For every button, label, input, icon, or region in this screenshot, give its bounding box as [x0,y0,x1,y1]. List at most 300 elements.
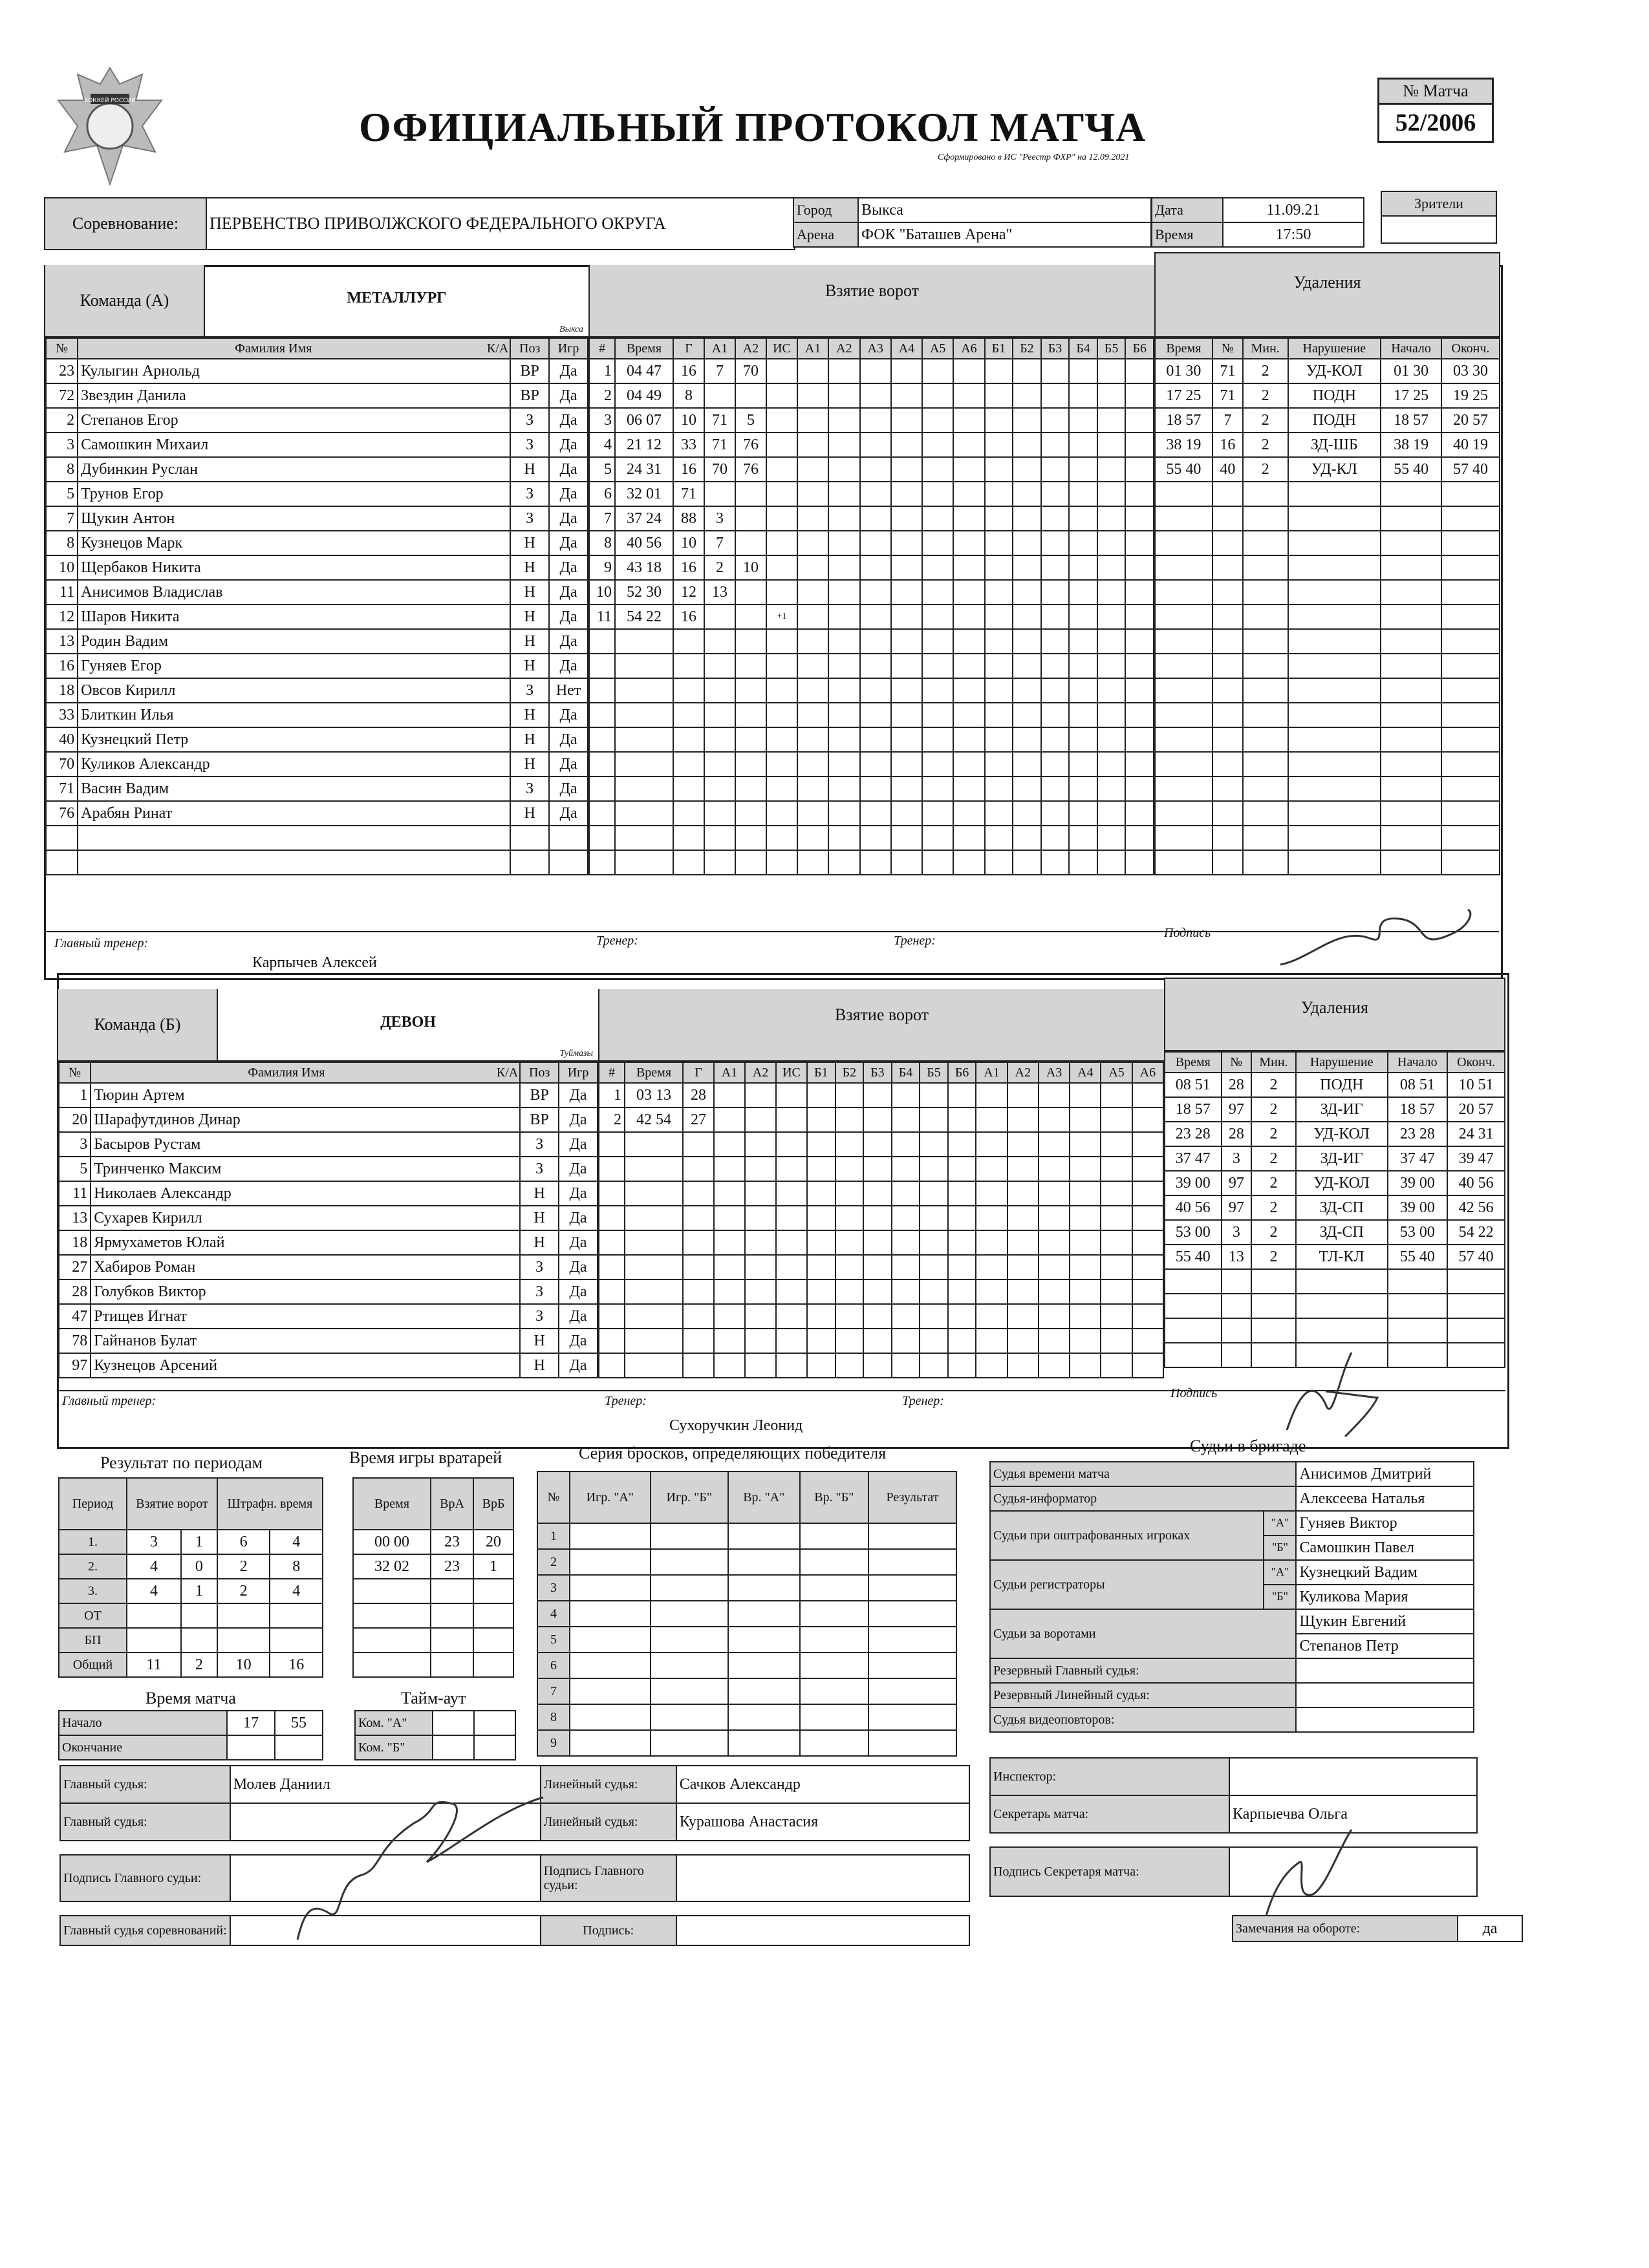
goal-assist1 [704,850,735,875]
player-number: 72 [46,383,78,408]
goal-situation [766,629,797,654]
on-ice-cell [863,1230,892,1255]
goal-scorer: 88 [673,506,704,531]
goal-scorer [673,654,704,678]
match-end-h [227,1735,275,1760]
goal-assist1 [704,383,735,408]
goal-scorer [673,801,704,826]
on-ice-cell [1097,383,1126,408]
penalty-start [1388,1294,1448,1318]
goal-number [589,629,615,654]
on-ice-cell [1008,1279,1039,1304]
shootout-row [537,1678,956,1704]
on-ice-cell [1013,654,1041,678]
on-ice-cell [953,850,984,875]
penalty-end: 40 56 [1447,1171,1505,1195]
penalty-minutes: 2 [1243,433,1288,457]
penalty-end: 20 57 [1441,408,1500,433]
goal-number [599,1329,625,1353]
penalty-row [1165,1269,1505,1294]
penalty-player [1212,826,1243,850]
player-name-cell [78,678,510,703]
on-ice-cell [920,1304,948,1329]
on-ice-cell [860,703,891,727]
penalty-row [1165,1171,1505,1195]
goal-row [589,555,1154,580]
on-ice-cell [922,727,953,752]
on-ice-cell [828,604,859,629]
b-pen-col-end: Оконч. [1447,1052,1505,1073]
player-position: Н [510,604,549,629]
goal-row [599,1304,1163,1329]
player-position: З [520,1304,559,1329]
penalty-player [1212,629,1243,654]
shootout-cell [728,1549,800,1575]
player-position: З [520,1279,559,1304]
player-name: Кузнецов Арсений [94,1356,218,1374]
player-position: Н [510,752,549,776]
goal-assist2 [735,752,766,776]
player-row [46,752,588,776]
recorder-tag-a: "А" [1264,1560,1296,1585]
b-col-name-label: Фамилия Имя [248,1065,325,1080]
goal-row [589,727,1154,752]
on-ice-cell [1013,433,1041,457]
shootout-cell [868,1653,956,1678]
goal-assist1 [714,1353,745,1378]
on-ice-cell [860,482,891,506]
on-ice-cell [891,727,922,752]
period-pim-a: 2 [217,1579,270,1603]
team-b-goals [598,989,1164,1378]
shootout-cell [800,1523,868,1549]
goal-judge-1: Щукин Евгений [1296,1609,1474,1634]
penalty-end: 42 56 [1447,1195,1505,1220]
on-ice-cell [976,1230,1007,1255]
goal-scorer: 12 [673,580,704,604]
player-name-cell [78,801,510,826]
player-name-cell [91,1255,520,1279]
goal-assist2 [735,776,766,801]
on-ice-cell [828,850,859,875]
goal-situation [766,752,797,776]
goal-situation [766,457,797,482]
goal-situation [766,433,797,457]
on-ice-cell [1125,850,1154,875]
goal-assist1: 70 [704,457,735,482]
penalty-end [1447,1269,1505,1294]
on-ice-cell [1125,359,1154,383]
player-name: Трунов Егор [81,485,164,502]
goal-row [599,1255,1163,1279]
on-ice-cell [891,752,922,776]
penalty-start [1381,703,1441,727]
on-ice-cell [891,703,922,727]
on-ice-cell [807,1107,835,1132]
penalty-minutes [1243,678,1288,703]
shootout-title: Серия бросков, определяющих победителя [579,1444,887,1462]
goal-assist1: 3 [704,506,735,531]
penalty-time: 55 40 [1155,457,1212,482]
goal-time [625,1329,683,1353]
goalie-a [431,1579,473,1603]
penalty-end: 20 57 [1447,1097,1505,1122]
on-ice-cell [1013,727,1041,752]
on-ice-cell [860,629,891,654]
svg-text:ХОККЕЙ РОССИИ: ХОККЕЙ РОССИИ [84,98,136,104]
so-h-ga: Вр. "А" [728,1471,800,1523]
shootout-cell [800,1704,868,1730]
player-name-cell [78,408,510,433]
penalty-minutes [1243,776,1288,801]
period-goals-a: 4 [127,1579,181,1603]
goal-time [625,1279,683,1304]
on-ice-cell [948,1329,976,1353]
goal-number: 11 [589,604,615,629]
shootout-row [537,1549,956,1575]
on-ice-cell [860,555,891,580]
on-ice-cell [948,1206,976,1230]
on-ice-cell [1041,580,1070,604]
on-ice-cell [985,801,1013,826]
penalty-violation: ПОДН [1288,408,1381,433]
goal-assist2 [735,482,766,506]
goal-scorer: 10 [673,531,704,555]
player-number: 47 [59,1304,91,1329]
goal-assist2 [735,506,766,531]
goal-time [615,801,673,826]
on-ice-cell [1101,1083,1132,1107]
period-goals-b: 0 [181,1554,217,1579]
penalty-minutes: 2 [1251,1195,1296,1220]
so-h-pb: Игр. "Б" [651,1471,728,1523]
penalty-end [1441,752,1500,776]
on-ice-cell [1008,1304,1039,1329]
on-ice-cell [835,1107,864,1132]
penalty-minutes: 2 [1251,1097,1296,1122]
on-ice-cell [1125,752,1154,776]
goal-row [589,850,1154,875]
goal-time: 21 12 [615,433,673,457]
so-h-res: Результат [868,1471,956,1523]
goal-assist2 [735,826,766,850]
shootout-row [537,1627,956,1653]
on-ice-cell [891,604,922,629]
period-goals-b [181,1628,217,1653]
on-ice-cell [892,1329,920,1353]
penalty-minutes [1243,654,1288,678]
b-col-no: № [59,1062,91,1083]
player-played: Да [549,531,588,555]
player-name-cell [91,1157,520,1181]
player-position: З [510,506,549,531]
on-ice-cell [1125,654,1154,678]
penalty-minutes [1243,850,1288,875]
goalie-row [353,1603,513,1628]
time: 17:50 [1223,222,1364,247]
penalty-time [1165,1318,1222,1343]
penalty-start [1381,776,1441,801]
on-ice-cell [1070,1255,1101,1279]
penalty-end [1441,604,1500,629]
on-ice-cell [1013,752,1041,776]
shootout-cell [651,1678,728,1704]
on-ice-cell [1008,1230,1039,1255]
shootout-row [537,1575,956,1601]
player-played: Да [559,1157,598,1181]
player-played: Да [549,752,588,776]
goal-number: 2 [589,383,615,408]
on-ice-cell [1125,703,1154,727]
video [1296,1707,1474,1732]
on-ice-cell [807,1255,835,1279]
on-ice-cell [985,629,1013,654]
penalty-time: 39 00 [1165,1171,1222,1195]
penalty-time: 53 00 [1165,1220,1222,1245]
goalie-b [473,1628,513,1653]
on-ice-cell [1097,457,1126,482]
on-ice-cell [1101,1353,1132,1378]
player-played: Да [549,383,588,408]
goal-col-g_is: ИС [776,1062,807,1083]
on-ice-cell [948,1304,976,1329]
goal-number: 1 [599,1083,625,1107]
on-ice-cell [985,433,1013,457]
player-number: 78 [59,1329,91,1353]
secretary: Карпыечва Ольга [1229,1795,1477,1833]
penalty-violation [1288,850,1381,875]
goal-scorer [683,1157,714,1181]
player-played: Нет [549,678,588,703]
goal-assist1: 71 [704,408,735,433]
goal-assist2 [735,703,766,727]
goal-assist1: 71 [704,433,735,457]
goal-time [625,1304,683,1329]
goal-judges-label: Судьи за воротами [990,1609,1296,1658]
team-a-head-coach-label: Главный тренер: [54,936,149,950]
goal-judge-2: Степанов Петр [1296,1634,1474,1658]
goal-situation: +1 [766,604,797,629]
goal-number [599,1230,625,1255]
on-ice-cell [1069,383,1097,408]
team-b-penalties-table [1164,1051,1505,1368]
col-ka-label: К/А [486,341,509,356]
goalie-a: 23 [431,1554,473,1579]
player-position: З [510,482,549,506]
goal-row [589,359,1154,383]
penalty-time [1155,752,1212,776]
g-h-a: ВрА [431,1478,473,1530]
chief-label: Главный судья соревнований: [60,1916,230,1945]
penalty-row [1165,1146,1505,1171]
player-number: 5 [59,1157,91,1181]
goal-assist2: 10 [735,555,766,580]
on-ice-cell [1069,801,1097,826]
on-ice-cell [985,580,1013,604]
penalty-player [1212,752,1243,776]
player-row [46,433,588,457]
on-ice-cell [1041,531,1070,555]
on-ice-cell [797,703,828,727]
player-position: З [510,776,549,801]
on-ice-cell [891,629,922,654]
goal-scorer [673,727,704,752]
info-spectators [1381,191,1497,244]
on-ice-col: А5 [1101,1062,1132,1083]
penalty-row [1155,482,1500,506]
on-ice-cell [1125,555,1154,580]
penalty-time: 08 51 [1165,1073,1222,1097]
on-ice-cell [797,678,828,703]
player-name-cell [91,1329,520,1353]
informer-label: Судья-информатор [990,1486,1296,1511]
goal-row [589,433,1154,457]
on-ice-cell [1013,531,1041,555]
player-row [59,1083,598,1107]
team-a-roster [45,265,588,875]
on-ice-cell [860,654,891,678]
on-ice-cell [860,580,891,604]
on-ice-cell [976,1353,1007,1378]
on-ice-cell [892,1181,920,1206]
on-ice-cell [1125,531,1154,555]
goal-number: 5 [589,457,615,482]
shootout-cell [728,1704,800,1730]
shootout-cell [651,1653,728,1678]
on-ice-cell [1097,629,1126,654]
on-ice-col: А1 [976,1062,1007,1083]
penalty-end [1441,850,1500,875]
penalty-end: 57 40 [1447,1245,1505,1269]
goal-assist1 [714,1181,745,1206]
penalty-minutes: 2 [1251,1245,1296,1269]
remarks-table [1232,1915,1523,1942]
penalty-minutes [1243,752,1288,776]
penalty-end [1441,482,1500,506]
on-ice-cell [797,801,828,826]
player-position: Н [510,654,549,678]
on-ice-cell [1069,408,1097,433]
player-number: 97 [59,1353,91,1378]
on-ice-cell [1070,1353,1101,1378]
penalty-player: 28 [1222,1122,1252,1146]
penalty-violation [1288,654,1381,678]
period-label: ОТ [59,1603,127,1628]
goal-situation [776,1353,807,1378]
on-ice-cell [1097,752,1126,776]
on-ice-cell [1125,433,1154,457]
penalty-time [1165,1294,1222,1318]
penalty-time [1155,727,1212,752]
on-ice-cell [976,1132,1007,1157]
match-start-h: 17 [227,1711,275,1735]
penalty-violation [1288,580,1381,604]
info-date [1151,197,1364,248]
player-played: Да [549,776,588,801]
on-ice-cell [1041,629,1070,654]
shootout-cell [868,1575,956,1601]
on-ice-cell [1013,604,1041,629]
penalty-player [1222,1294,1252,1318]
goal-time: 04 49 [615,383,673,408]
player-position: Н [510,555,549,580]
on-ice-cell [1097,604,1126,629]
penalty-time [1155,580,1212,604]
player-row [59,1206,598,1230]
on-ice-cell [922,604,953,629]
penalty-row [1155,654,1500,678]
player-name: Кузнецов Марк [81,534,183,551]
page-title: ОФИЦИАЛЬНЫЙ ПРОТОКОЛ МАТЧА [359,104,1147,150]
goal-number: 1 [589,359,615,383]
goal-assist2 [745,1157,776,1181]
period-pim-b [270,1603,323,1628]
penalty-violation: УД-КЛ [1288,457,1381,482]
penalty-row [1155,457,1500,482]
penalty-player [1212,482,1243,506]
penalty-row [1155,604,1500,629]
penalty-end: 10 51 [1447,1073,1505,1097]
period-pim-b: 8 [270,1554,323,1579]
goal-assist2 [745,1206,776,1230]
on-ice-cell [1013,506,1041,531]
player-row [46,408,588,433]
on-ice-cell [1041,359,1070,383]
penalty-end [1441,506,1500,531]
on-ice-cell [1097,776,1126,801]
penalty-start: 23 28 [1388,1122,1448,1146]
h-pim: Штрафн. время [217,1478,323,1530]
on-ice-cell [860,801,891,826]
shootout-number: 2 [537,1549,570,1575]
on-ice-cell [1070,1181,1101,1206]
on-ice-cell [985,604,1013,629]
goal-number: 7 [589,506,615,531]
on-ice-cell [1132,1255,1163,1279]
penalty-start [1381,678,1441,703]
goal-situation [776,1181,807,1206]
player-name-cell [91,1230,520,1255]
goal-col-g_a1: А1 [704,338,735,359]
goal-row [599,1230,1163,1255]
on-ice-cell [1097,678,1126,703]
on-ice-cell [1069,555,1097,580]
player-row [59,1279,598,1304]
on-ice-cell [922,654,953,678]
goal-situation [766,555,797,580]
goal-situation [766,654,797,678]
info-place [793,197,1152,248]
goal-row [599,1107,1163,1132]
recorders-label: Судьи регистраторы [990,1560,1264,1609]
shootout-cell [800,1601,868,1627]
penalty-start: 38 19 [1381,433,1441,457]
player-name: Васин Вадим [81,780,169,797]
goal-col-g_a2: А2 [735,338,766,359]
on-ice-cell [891,654,922,678]
team-b-players-table [58,1062,598,1378]
goal-assist1 [714,1107,745,1132]
on-ice-cell [797,383,828,408]
on-ice-cell [1013,703,1041,727]
team-a-label: Команда (А) [45,265,205,336]
player-name-cell [91,1206,520,1230]
shootout-cell [728,1601,800,1627]
player-name: Тюрин Артем [94,1086,185,1104]
penalty-end [1441,801,1500,826]
on-ice-col: А5 [922,338,953,359]
on-ice-cell [1125,457,1154,482]
